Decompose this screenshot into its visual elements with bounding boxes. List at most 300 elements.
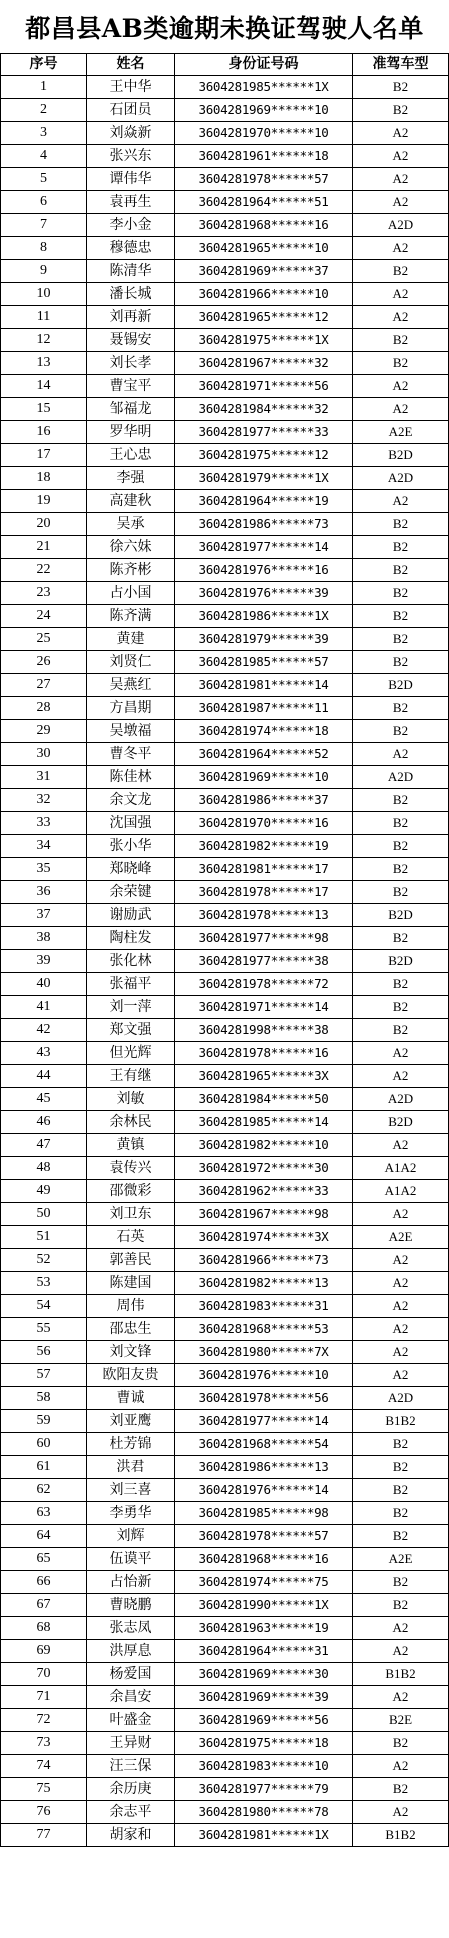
document-title: 都昌县AB类逾期未换证驾驶人名单 xyxy=(0,0,449,54)
table-row xyxy=(1,214,449,237)
cell-seq: 38 xyxy=(1,927,87,950)
cell-seq: 67 xyxy=(1,1594,87,1617)
cell-id-number: 3604281979******39 xyxy=(175,628,353,651)
cell-id-number: 3604281969******37 xyxy=(175,260,353,283)
table-row xyxy=(1,1594,449,1617)
cell-id-number: 3604281978******17 xyxy=(175,881,353,904)
cell-id-number: 3604281974******3X xyxy=(175,1226,353,1249)
cell-id-number: 3604281986******13 xyxy=(175,1456,353,1479)
cell-license-class: B2 xyxy=(353,99,449,122)
cell-name: 刘文锋 xyxy=(87,1341,175,1364)
table-row xyxy=(1,467,449,490)
table-row xyxy=(1,444,449,467)
cell-name: 汪三保 xyxy=(87,1755,175,1778)
cell-license-class: B2E xyxy=(353,1709,449,1732)
cell-license-class: B2 xyxy=(353,1525,449,1548)
cell-name: 王有继 xyxy=(87,1065,175,1088)
table-row xyxy=(1,973,449,996)
cell-name: 曹诚 xyxy=(87,1387,175,1410)
table-row xyxy=(1,1295,449,1318)
table-row xyxy=(1,996,449,1019)
cell-name: 石团员 xyxy=(87,99,175,122)
cell-license-class: B2 xyxy=(353,720,449,743)
cell-id-number: 3604281979******1X xyxy=(175,467,353,490)
cell-seq: 4 xyxy=(1,145,87,168)
table-row xyxy=(1,1134,449,1157)
cell-name: 刘再新 xyxy=(87,306,175,329)
cell-seq: 24 xyxy=(1,605,87,628)
cell-seq: 8 xyxy=(1,237,87,260)
table-row xyxy=(1,1088,449,1111)
cell-id-number: 3604281977******14 xyxy=(175,1410,353,1433)
cell-id-number: 3604281965******10 xyxy=(175,237,353,260)
cell-id-number: 3604281986******37 xyxy=(175,789,353,812)
cell-name: 陈佳林 xyxy=(87,766,175,789)
cell-license-class: A2D xyxy=(353,766,449,789)
cell-seq: 37 xyxy=(1,904,87,927)
cell-seq: 49 xyxy=(1,1180,87,1203)
cell-name: 吴燕红 xyxy=(87,674,175,697)
cell-license-class: A2 xyxy=(353,145,449,168)
table-row xyxy=(1,1663,449,1686)
table-row xyxy=(1,1364,449,1387)
cell-license-class: B2 xyxy=(353,352,449,375)
cell-name: 张福平 xyxy=(87,973,175,996)
table-row xyxy=(1,1479,449,1502)
cell-id-number: 3604281985******57 xyxy=(175,651,353,674)
cell-license-class: A2D xyxy=(353,1387,449,1410)
cell-id-number: 3604281978******16 xyxy=(175,1042,353,1065)
cell-seq: 75 xyxy=(1,1778,87,1801)
cell-seq: 76 xyxy=(1,1801,87,1824)
cell-name: 曹宝平 xyxy=(87,375,175,398)
cell-license-class: B2D xyxy=(353,444,449,467)
cell-seq: 26 xyxy=(1,651,87,674)
cell-name: 沈国强 xyxy=(87,812,175,835)
cell-id-number: 3604281968******16 xyxy=(175,214,353,237)
table-row xyxy=(1,490,449,513)
table-row xyxy=(1,1571,449,1594)
cell-name: 陈齐彬 xyxy=(87,559,175,582)
cell-license-class: A2 xyxy=(353,237,449,260)
table-row xyxy=(1,421,449,444)
cell-id-number: 3604281977******98 xyxy=(175,927,353,950)
cell-license-class: B2 xyxy=(353,789,449,812)
table-row xyxy=(1,145,449,168)
table-row xyxy=(1,1824,449,1847)
cell-seq: 2 xyxy=(1,99,87,122)
cell-id-number: 3604281969******39 xyxy=(175,1686,353,1709)
cell-name: 刘焱新 xyxy=(87,122,175,145)
table-row xyxy=(1,628,449,651)
cell-name: 刘一萍 xyxy=(87,996,175,1019)
cell-name: 刘辉 xyxy=(87,1525,175,1548)
cell-seq: 12 xyxy=(1,329,87,352)
cell-seq: 17 xyxy=(1,444,87,467)
cell-license-class: B2 xyxy=(353,1778,449,1801)
cell-license-class: B2D xyxy=(353,904,449,927)
table-row xyxy=(1,1272,449,1295)
col-header-class: 准驾车型 xyxy=(353,54,449,76)
cell-id-number: 3604281965******12 xyxy=(175,306,353,329)
table-row xyxy=(1,1617,449,1640)
cell-id-number: 3604281977******79 xyxy=(175,1778,353,1801)
cell-seq: 70 xyxy=(1,1663,87,1686)
cell-seq: 41 xyxy=(1,996,87,1019)
cell-seq: 13 xyxy=(1,352,87,375)
cell-name: 高建秋 xyxy=(87,490,175,513)
table-row xyxy=(1,766,449,789)
cell-license-class: A2 xyxy=(353,743,449,766)
table-row xyxy=(1,76,449,99)
cell-id-number: 3604281977******33 xyxy=(175,421,353,444)
table-row xyxy=(1,674,449,697)
cell-license-class: A2D xyxy=(353,467,449,490)
cell-license-class: B2 xyxy=(353,1019,449,1042)
cell-name: 刘贤仁 xyxy=(87,651,175,674)
table-row xyxy=(1,398,449,421)
cell-seq: 40 xyxy=(1,973,87,996)
cell-license-class: A2 xyxy=(353,1686,449,1709)
table-row xyxy=(1,743,449,766)
cell-id-number: 3604281968******54 xyxy=(175,1433,353,1456)
table-row xyxy=(1,1732,449,1755)
cell-license-class: A1A2 xyxy=(353,1157,449,1180)
cell-name: 谭伟华 xyxy=(87,168,175,191)
cell-license-class: A2 xyxy=(353,1272,449,1295)
cell-name: 胡家和 xyxy=(87,1824,175,1847)
table-row xyxy=(1,536,449,559)
cell-id-number: 3604281985******98 xyxy=(175,1502,353,1525)
cell-name: 杜芳锦 xyxy=(87,1433,175,1456)
table-row xyxy=(1,697,449,720)
cell-id-number: 3604281964******31 xyxy=(175,1640,353,1663)
cell-name: 潘长城 xyxy=(87,283,175,306)
cell-name: 伍谟平 xyxy=(87,1548,175,1571)
table-row xyxy=(1,191,449,214)
cell-seq: 9 xyxy=(1,260,87,283)
cell-name: 穆德忠 xyxy=(87,237,175,260)
cell-id-number: 3604281963******19 xyxy=(175,1617,353,1640)
cell-name: 郭善民 xyxy=(87,1249,175,1272)
cell-id-number: 3604281978******57 xyxy=(175,168,353,191)
cell-license-class: A2D xyxy=(353,214,449,237)
cell-seq: 42 xyxy=(1,1019,87,1042)
cell-id-number: 3604281967******32 xyxy=(175,352,353,375)
cell-seq: 6 xyxy=(1,191,87,214)
cell-name: 黄建 xyxy=(87,628,175,651)
cell-seq: 61 xyxy=(1,1456,87,1479)
cell-id-number: 3604281983******10 xyxy=(175,1755,353,1778)
cell-name: 王异财 xyxy=(87,1732,175,1755)
cell-seq: 22 xyxy=(1,559,87,582)
cell-seq: 63 xyxy=(1,1502,87,1525)
cell-id-number: 3604281978******57 xyxy=(175,1525,353,1548)
cell-id-number: 3604281965******3X xyxy=(175,1065,353,1088)
cell-seq: 48 xyxy=(1,1157,87,1180)
cell-id-number: 3604281975******12 xyxy=(175,444,353,467)
cell-id-number: 3604281967******98 xyxy=(175,1203,353,1226)
cell-license-class: A2 xyxy=(353,1249,449,1272)
cell-license-class: A2 xyxy=(353,1801,449,1824)
cell-id-number: 3604281987******11 xyxy=(175,697,353,720)
cell-name: 邵微彩 xyxy=(87,1180,175,1203)
cell-id-number: 3604281964******52 xyxy=(175,743,353,766)
cell-seq: 74 xyxy=(1,1755,87,1778)
cell-id-number: 3604281978******72 xyxy=(175,973,353,996)
cell-seq: 53 xyxy=(1,1272,87,1295)
cell-license-class: B2 xyxy=(353,651,449,674)
table-row xyxy=(1,283,449,306)
cell-license-class: A2 xyxy=(353,283,449,306)
cell-license-class: A2 xyxy=(353,1640,449,1663)
cell-license-class: A2 xyxy=(353,1295,449,1318)
cell-license-class: B2 xyxy=(353,697,449,720)
cell-seq: 32 xyxy=(1,789,87,812)
table-row xyxy=(1,329,449,352)
cell-license-class: A2E xyxy=(353,1226,449,1249)
cell-license-class: A2D xyxy=(353,1088,449,1111)
cell-seq: 36 xyxy=(1,881,87,904)
cell-name: 张兴东 xyxy=(87,145,175,168)
cell-name: 陈齐满 xyxy=(87,605,175,628)
cell-name: 刘亚鹰 xyxy=(87,1410,175,1433)
cell-seq: 51 xyxy=(1,1226,87,1249)
cell-license-class: A2 xyxy=(353,122,449,145)
cell-name: 余昌安 xyxy=(87,1686,175,1709)
cell-name: 余荣键 xyxy=(87,881,175,904)
table-row xyxy=(1,1410,449,1433)
cell-seq: 66 xyxy=(1,1571,87,1594)
cell-id-number: 3604281969******10 xyxy=(175,99,353,122)
table-row xyxy=(1,375,449,398)
cell-license-class: B2 xyxy=(353,513,449,536)
table-row xyxy=(1,1226,449,1249)
table-row xyxy=(1,1686,449,1709)
cell-license-class: B2 xyxy=(353,582,449,605)
cell-name: 余志平 xyxy=(87,1801,175,1824)
cell-name: 聂锡安 xyxy=(87,329,175,352)
cell-id-number: 3604281986******1X xyxy=(175,605,353,628)
cell-name: 郑晓峰 xyxy=(87,858,175,881)
cell-seq: 11 xyxy=(1,306,87,329)
cell-license-class: B2 xyxy=(353,1479,449,1502)
cell-license-class: B2 xyxy=(353,536,449,559)
cell-id-number: 3604281969******56 xyxy=(175,1709,353,1732)
cell-id-number: 3604281986******73 xyxy=(175,513,353,536)
cell-license-class: B2 xyxy=(353,812,449,835)
cell-name: 李小金 xyxy=(87,214,175,237)
cell-license-class: A2 xyxy=(353,1203,449,1226)
cell-seq: 25 xyxy=(1,628,87,651)
cell-id-number: 3604281990******1X xyxy=(175,1594,353,1617)
cell-id-number: 3604281976******39 xyxy=(175,582,353,605)
cell-id-number: 3604281976******16 xyxy=(175,559,353,582)
cell-seq: 31 xyxy=(1,766,87,789)
table-row xyxy=(1,99,449,122)
cell-seq: 46 xyxy=(1,1111,87,1134)
cell-id-number: 3604281975******18 xyxy=(175,1732,353,1755)
cell-license-class: B2 xyxy=(353,1571,449,1594)
cell-id-number: 3604281977******38 xyxy=(175,950,353,973)
cell-seq: 20 xyxy=(1,513,87,536)
cell-license-class: B2 xyxy=(353,260,449,283)
cell-name: 曹晓鹏 xyxy=(87,1594,175,1617)
cell-license-class: B2D xyxy=(353,1111,449,1134)
cell-id-number: 3604281964******51 xyxy=(175,191,353,214)
cell-seq: 33 xyxy=(1,812,87,835)
cell-id-number: 3604281974******75 xyxy=(175,1571,353,1594)
cell-name: 刘长孝 xyxy=(87,352,175,375)
cell-id-number: 3604281985******14 xyxy=(175,1111,353,1134)
cell-seq: 65 xyxy=(1,1548,87,1571)
driver-table xyxy=(0,53,449,1847)
cell-id-number: 3604281982******13 xyxy=(175,1272,353,1295)
cell-id-number: 3604281984******50 xyxy=(175,1088,353,1111)
cell-name: 吴承 xyxy=(87,513,175,536)
cell-license-class: B1B2 xyxy=(353,1410,449,1433)
cell-license-class: A2 xyxy=(353,490,449,513)
cell-id-number: 3604281982******19 xyxy=(175,835,353,858)
cell-name: 袁再生 xyxy=(87,191,175,214)
table-row xyxy=(1,1318,449,1341)
table-row xyxy=(1,1548,449,1571)
cell-name: 叶盛金 xyxy=(87,1709,175,1732)
table-row xyxy=(1,1203,449,1226)
cell-name: 张化林 xyxy=(87,950,175,973)
cell-name: 邹福龙 xyxy=(87,398,175,421)
table-row xyxy=(1,559,449,582)
table-row xyxy=(1,789,449,812)
cell-seq: 16 xyxy=(1,421,87,444)
cell-name: 邵忠生 xyxy=(87,1318,175,1341)
cell-name: 李强 xyxy=(87,467,175,490)
cell-seq: 21 xyxy=(1,536,87,559)
cell-id-number: 3604281970******10 xyxy=(175,122,353,145)
cell-seq: 43 xyxy=(1,1042,87,1065)
cell-license-class: A2 xyxy=(353,1065,449,1088)
cell-name: 张小华 xyxy=(87,835,175,858)
cell-id-number: 3604281962******33 xyxy=(175,1180,353,1203)
table-row xyxy=(1,1249,449,1272)
cell-license-class: B2 xyxy=(353,1502,449,1525)
cell-name: 袁传兴 xyxy=(87,1157,175,1180)
cell-name: 余历庚 xyxy=(87,1778,175,1801)
table-row xyxy=(1,651,449,674)
cell-seq: 72 xyxy=(1,1709,87,1732)
table-row xyxy=(1,260,449,283)
cell-id-number: 3604281980******7X xyxy=(175,1341,353,1364)
cell-id-number: 3604281970******16 xyxy=(175,812,353,835)
table-row xyxy=(1,168,449,191)
cell-license-class: A2 xyxy=(353,398,449,421)
cell-license-class: B1B2 xyxy=(353,1663,449,1686)
cell-id-number: 3604281969******30 xyxy=(175,1663,353,1686)
cell-seq: 3 xyxy=(1,122,87,145)
cell-id-number: 3604281969******10 xyxy=(175,766,353,789)
cell-license-class: B2 xyxy=(353,628,449,651)
cell-seq: 35 xyxy=(1,858,87,881)
cell-seq: 28 xyxy=(1,697,87,720)
col-header-id: 身份证号码 xyxy=(175,54,353,76)
cell-license-class: A2 xyxy=(353,375,449,398)
table-row xyxy=(1,1778,449,1801)
cell-id-number: 3604281998******38 xyxy=(175,1019,353,1042)
cell-id-number: 3604281981******17 xyxy=(175,858,353,881)
table-row xyxy=(1,1502,449,1525)
cell-name: 周伟 xyxy=(87,1295,175,1318)
cell-seq: 54 xyxy=(1,1295,87,1318)
cell-id-number: 3604281961******18 xyxy=(175,145,353,168)
cell-name: 刘三喜 xyxy=(87,1479,175,1502)
col-header-seq: 序号 xyxy=(1,54,87,76)
cell-seq: 29 xyxy=(1,720,87,743)
cell-license-class: B2 xyxy=(353,1732,449,1755)
cell-seq: 45 xyxy=(1,1088,87,1111)
cell-seq: 14 xyxy=(1,375,87,398)
cell-seq: 30 xyxy=(1,743,87,766)
cell-seq: 68 xyxy=(1,1617,87,1640)
table-row xyxy=(1,1456,449,1479)
cell-name: 陈清华 xyxy=(87,260,175,283)
cell-id-number: 3604281984******32 xyxy=(175,398,353,421)
cell-license-class: A2 xyxy=(353,1134,449,1157)
cell-id-number: 3604281982******10 xyxy=(175,1134,353,1157)
cell-seq: 59 xyxy=(1,1410,87,1433)
cell-license-class: A1A2 xyxy=(353,1180,449,1203)
cell-license-class: A2E xyxy=(353,1548,449,1571)
cell-license-class: A2 xyxy=(353,1755,449,1778)
cell-seq: 52 xyxy=(1,1249,87,1272)
cell-name: 刘敏 xyxy=(87,1088,175,1111)
cell-license-class: B2 xyxy=(353,927,449,950)
cell-id-number: 3604281968******16 xyxy=(175,1548,353,1571)
cell-seq: 10 xyxy=(1,283,87,306)
cell-license-class: B2 xyxy=(353,973,449,996)
cell-id-number: 3604281972******30 xyxy=(175,1157,353,1180)
cell-seq: 69 xyxy=(1,1640,87,1663)
table-row xyxy=(1,1801,449,1824)
cell-name: 占小国 xyxy=(87,582,175,605)
cell-id-number: 3604281981******14 xyxy=(175,674,353,697)
cell-id-number: 3604281975******1X xyxy=(175,329,353,352)
cell-id-number: 3604281971******14 xyxy=(175,996,353,1019)
cell-seq: 47 xyxy=(1,1134,87,1157)
cell-name: 徐六妹 xyxy=(87,536,175,559)
cell-license-class: B2 xyxy=(353,1433,449,1456)
table-row xyxy=(1,1019,449,1042)
cell-seq: 44 xyxy=(1,1065,87,1088)
cell-license-class: A2E xyxy=(353,421,449,444)
cell-license-class: A2 xyxy=(353,1341,449,1364)
cell-seq: 15 xyxy=(1,398,87,421)
cell-seq: 55 xyxy=(1,1318,87,1341)
table-row xyxy=(1,1709,449,1732)
cell-name: 杨爱国 xyxy=(87,1663,175,1686)
table-row xyxy=(1,1640,449,1663)
cell-name: 曹冬平 xyxy=(87,743,175,766)
cell-id-number: 3604281983******31 xyxy=(175,1295,353,1318)
cell-id-number: 3604281964******19 xyxy=(175,490,353,513)
cell-id-number: 3604281978******56 xyxy=(175,1387,353,1410)
cell-license-class: B1B2 xyxy=(353,1824,449,1847)
cell-seq: 73 xyxy=(1,1732,87,1755)
cell-seq: 27 xyxy=(1,674,87,697)
table-row xyxy=(1,1433,449,1456)
cell-seq: 57 xyxy=(1,1364,87,1387)
cell-license-class: B2 xyxy=(353,1594,449,1617)
table-row xyxy=(1,237,449,260)
